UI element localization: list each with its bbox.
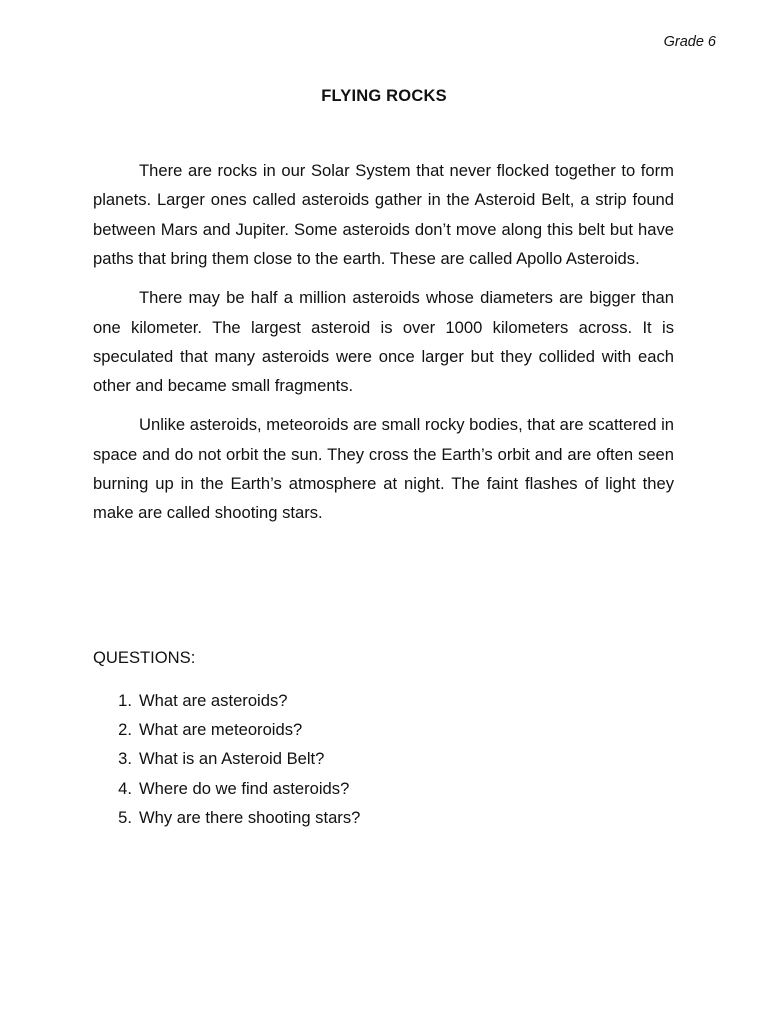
question-item <box>93 744 360 773</box>
page-title: FLYING ROCKS <box>321 87 447 105</box>
question-number: 3. <box>118 749 132 769</box>
question-text: What is an Asteroid Belt? <box>139 749 325 769</box>
paragraph: There may be half a million asteroids whose diameters are bigger than one kilometer. The largest asteroid is over 1000 kilometers across. It is speculated that many asteroids were once larger but they collided with each other and became small fragments. <box>93 288 674 396</box>
reading-passage <box>93 156 674 537</box>
question-number: 5. <box>118 807 132 827</box>
question-item <box>93 715 360 744</box>
question-text: Where do we find asteroids? <box>139 778 350 798</box>
paragraph: There are rocks in our Solar System that never flocked together to form planets. Larger ones called asteroids gather in the Asteroid Belt, a strip found between Mars and Jupiter. Some asteroids don’t move along this belt but have paths that bring them close to the earth. These are called Apollo Asteroids. <box>93 161 674 269</box>
question-number: 2. <box>118 720 132 740</box>
paragraph: Unlike asteroids, meteoroids are small rocky bodies, that are scattered in space and do not orbit the sun. They cross the Earth’s orbit and are often seen burning up in the Earth’s atmosphere at night. The faint flashes of light they make are called shooting stars. <box>93 415 674 523</box>
question-item <box>93 774 360 803</box>
question-item <box>93 686 360 715</box>
question-text: What are asteroids? <box>139 691 288 710</box>
grade-label: Grade 6 <box>663 34 716 50</box>
questions-heading: QUESTIONS: <box>93 648 196 667</box>
question-number: 4. <box>118 778 132 798</box>
questions-list <box>93 686 360 832</box>
question-text: Why are there shooting stars? <box>139 807 361 827</box>
question-item <box>93 803 360 832</box>
question-number: 1. <box>118 691 132 710</box>
question-text: What are meteoroids? <box>139 720 303 740</box>
